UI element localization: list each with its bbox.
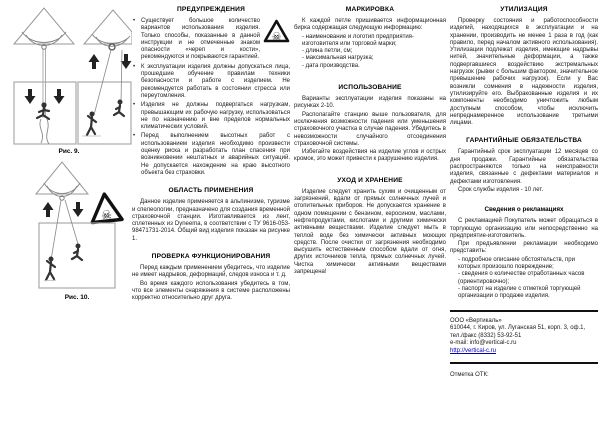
function-check-p2: Во время каждого использования убедитесь в том, что все элементы снаряжения в системе расположены корректно относительно друг друга. [132,280,290,302]
hanging-climber [72,244,82,261]
list-item: • Перед выполнением высотных работ с использованием изделия необходимо произвести оценку риска и разработать план спасения при возникновении нештатных и аварийных ситуаций. Не допускается нахождение на краю высотного объекта без страховки. [133,133,290,176]
marking-intro: К каждой петле пришивается информационная бирка содержащая следующую информацию: [294,18,446,32]
company-address: 610044, г. Киров, ул. Луганская 51, корп. 3, оф.1, [450,325,586,332]
column-disposal-warranty [450,0,598,380]
claims-p1: С рекламацией Покупатель может обращаться в торгующую организацию или непосредственно на предприятие-изготовитель. [450,218,598,239]
svg-text:☠: ☠ [271,30,282,43]
list-item: • ☠ Существует большое количество вариантов использования изделия. Только способы, показанные в данной инструкции и не отмеченные знаком опасности «череп и кости», рекомендуются и покрываются гарантией. [132,18,290,62]
warranty-title: ГАРАНТИЙНЫЕ ОБЯЗАТЕЛЬСТВА [466,137,582,145]
disposal-text: Проверку состояния и работоспособности изделий, находящихся в эксплуатации и на хранении, производить не менее 1 раза в год (как правило, перед началом активного использования). Утилизации подлежат изделия, имеющие надрывы нитей, значительные деформации, а также подвергавшиеся воздействию экстремальных нагрузок (рывки с большим фактором, значительное превышение рабочих нагрузок). Если у Вас возникли сомнения в надежности изделия, утилизируйте его. Выбракованные изделия и их компоненты необходимо уничтожить любым доступным способом, чтобы исключить непреднамеренное использование третьими лицами. [450,18,598,127]
hanging-climber [114,100,124,117]
usage-p1: Варианты эксплуатации изделия показаны на рисунках 2-10. [294,96,446,110]
marking-title: МАРКИРОВКА [345,6,395,13]
anchor-triangle-right [84,10,132,50]
function-check-title: ПРОВЕРКА ФУНКЦИОНИРОВАНИЯ [151,253,271,261]
company-phone: тел./факс (8332) 53-92-51 [450,332,522,339]
company-email: e-mail: info@vertical-c.ru [450,340,517,347]
company-website-link[interactable]: http://vertical-c.ru [450,347,497,354]
ground-line [44,280,56,281]
marking-item: - наименование и логотип предприятия-изготовителя или торговой марки; [302,33,414,47]
company-name: ООО «Вертикаль» [450,317,502,324]
care-title: УХОД И ХРАНЕНИЕ [337,176,403,184]
warranty-p1: Гарантийный срок эксплуатации 12 месяцев со дня продажи. Гарантийные обязательства распространяются только на неисправности изделия, связанные с дефектами материалов и дефектами изготовления. [450,149,598,185]
panel-box-left [14,82,76,144]
marking-item: - дата производства. [302,62,360,69]
usage-p2: Располагайте станцию выше пользователя, для исключения возможности падения или уменьшения страховочного участка в случае падения. Убедитесь в невозможности случайного отсоединения страховочной системы. [294,111,446,147]
usage-p3: Избегайте воздействия на изделие углов и острых кромок, это может привести к разрушению изделия. [294,149,446,163]
care-text: Изделие следует хранить сухим и очищенным от загрязнений, вдали от прямых солнечных лучей и отопительных приборов. Не допускается хранение в одном помещении с бензином, керосином, маслами, нефтепродуктами, кислотами и другими химически активными веществами. Изделие следует мыть в теплой воде без химически активных моющих средств. После очистки от загрязнения необходимо высушить естественным способом вдали от огня, других источников тепла, прямых солнечных лучей. Чистка химически активными веществами запрещена! [294,188,446,276]
column-warnings [132,0,290,304]
marking-item: - максимальная нагрузка; [302,55,374,62]
application-title: ОБЛАСТЬ ПРИМЕНЕНИЯ [168,187,254,195]
otk-mark-label: Отметка ОТК: [450,372,489,379]
claims-p2: При предъявлении рекламации необходимо представить: [450,241,598,255]
claims-item: - подробное описание обстоятельств, при которых произошло повреждение; [458,256,575,271]
warranty-p2: Срок службы изделия - 10 лет. [458,186,544,193]
skull-danger-icon [263,19,290,47]
claims-item: - паспорт на изделие с отметкой торгующей организации о продаже изделия. [458,285,581,300]
warnings-list [132,18,290,177]
marking-item: - длина петли, см; [302,48,353,55]
function-check-p1: Перед каждым применением убедитесь, что изделие не имеет надрывов, деформаций, следов износа и т. д. [132,265,290,279]
company-block [450,318,598,356]
down-arrow-icon [73,202,84,217]
list-item: • Изделия не должны подвергаться нагрузкам, превышающим их рабочую нагрузку, использоваться не по назначению и вне пределов нормальных климатических условий. [133,102,290,131]
application-text: Данное изделие применяется в альпинизме, туризме и спелеологии, предназначено для создания временной страховочной станции. Изготавливается из лент, сплетенных из Dyneema, в соответствии с ТУ 9616-053-98471731-2014. Общий вид изделия показан на рисунке 1. [132,199,290,242]
standing-belayer [46,257,55,281]
carabiner-icon [109,44,115,50]
usage-title: ИСПОЛЬЗОВАНИЕ [338,84,402,92]
claims-title: Сведения о рекламациях [484,206,564,214]
up-arrow-icon [43,202,54,217]
skull-glyph: ☠ [100,207,113,223]
up-arrow-icon [89,54,100,69]
divider [450,362,598,364]
skull-danger-icon [89,193,122,224]
figure-9-diagram [6,2,132,148]
rope-tail [40,119,43,143]
anchor-triangle [36,162,88,200]
down-arrow-icon [25,89,36,104]
figure-9-caption: Рис. 9. [58,148,80,155]
figure-10-caption: Рис. 10. [64,294,90,301]
warnings-title: ПРЕДУПРЕЖДЕНИЯ [176,6,246,13]
figure-10-diagram [22,158,132,294]
list-item: • К эксплуатации изделия должны допускаться лица, прошедшие обучение правилам техники безопасности и работе с изделием. Не рекомендуется работать в состоянии стресса или переутомления. [133,63,290,99]
column-marking-usage [294,0,446,277]
standing-belayer [87,112,96,136]
disposal-title: УТИЛИЗАЦИЯ [500,6,548,13]
claims-item: - сведения о количестве отработанных часов (ориентировочно); [458,271,585,285]
divider [450,310,598,312]
down-arrow-icon [54,89,65,104]
anchor-triangle-left [14,8,74,49]
